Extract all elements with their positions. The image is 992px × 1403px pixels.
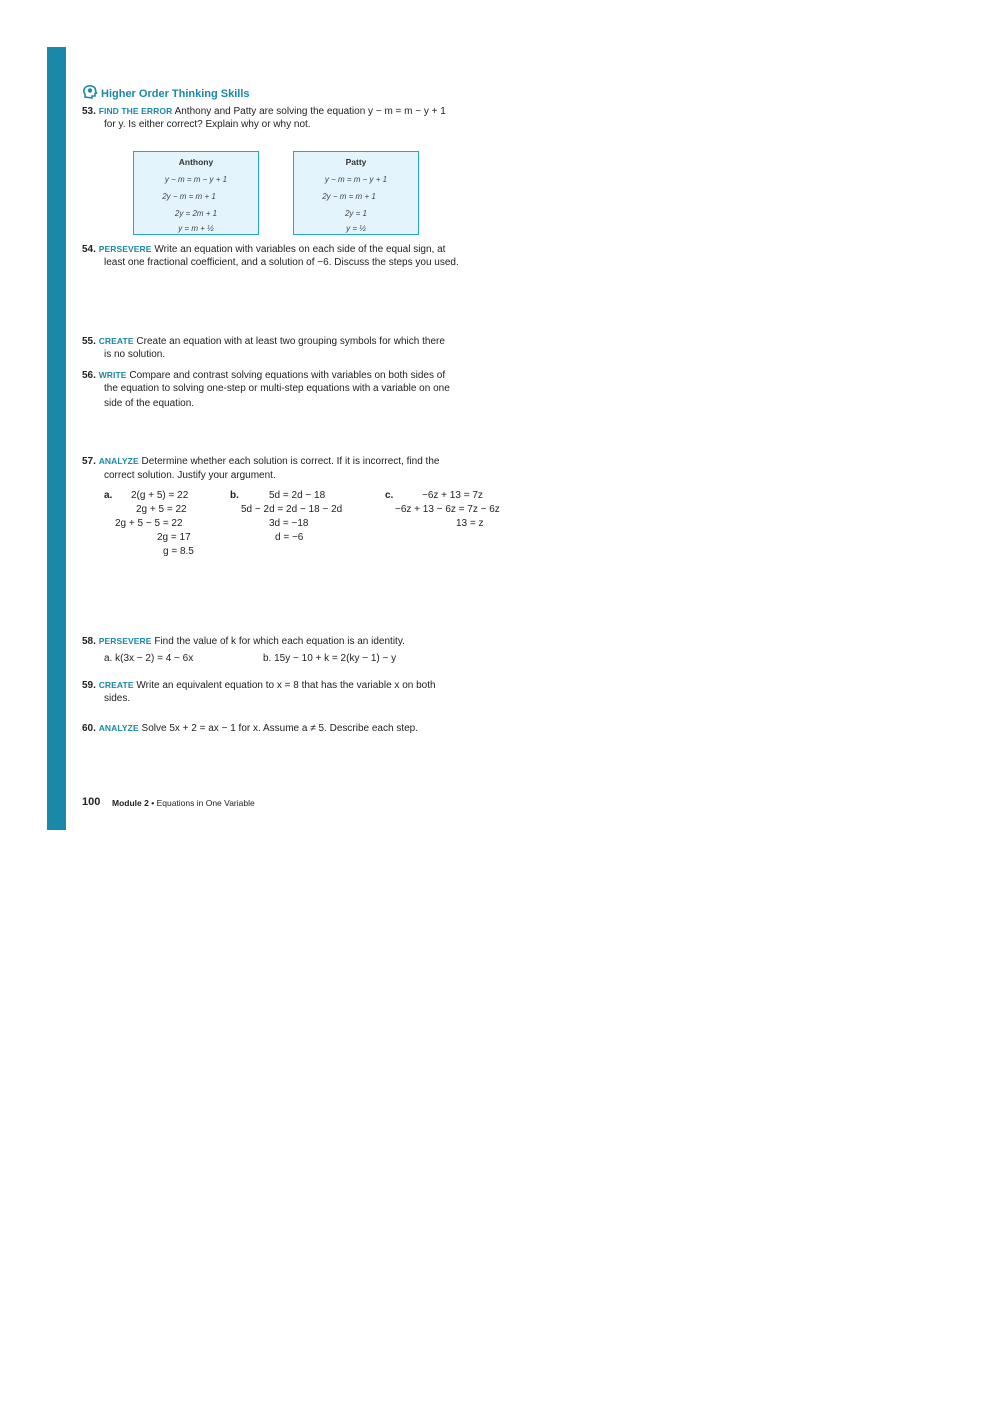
section-heading [82, 84, 250, 103]
problem-56-line2: the equation to solving one-step or multi-step equations with a variable on one [104, 383, 450, 394]
solution-b-step: d = −6 [275, 532, 304, 543]
problem-57-line2: correct solution. Justify your argument. [104, 470, 276, 481]
page-side-bar [47, 47, 66, 830]
problem-keyword: WRITE [98, 370, 127, 380]
solution-b-step: 3d = −18 [269, 518, 309, 529]
section-title: Higher Order Thinking Skills [101, 87, 250, 100]
problem-number: 56. [82, 370, 96, 381]
problem-number: 60. [82, 723, 96, 734]
problem-text: Write an equation with variables on each side of the equal sign, at [154, 244, 446, 255]
anthony-work-box [133, 151, 259, 235]
problem-58-part-a: a. k(3x − 2) = 4 − 6x [104, 653, 194, 664]
problem-text: Write an equivalent equation to x = 8 that has the variable x on both [136, 680, 436, 691]
part-label-c: c. [385, 490, 394, 501]
problem-54 [82, 242, 445, 257]
problem-keyword: CREATE [98, 680, 134, 690]
problem-57 [82, 454, 439, 469]
problem-number: 57. [82, 456, 96, 467]
problem-53 [82, 104, 446, 119]
module-title: Equations in One Variable [156, 798, 255, 808]
problem-text: Determine whether each solution is correct. If it is incorrect, find the [141, 456, 440, 467]
solution-c-step: −6z + 13 = 7z [422, 490, 483, 501]
problem-56-line3: side of the equation. [104, 398, 195, 409]
problem-59 [82, 678, 436, 693]
patty-step: 2y − m = m + 1 [322, 192, 376, 201]
patty-step: y = ½ [346, 224, 366, 233]
solution-c-step: −6z + 13 − 6z = 7z − 6z [395, 504, 500, 515]
patty-step: 2y = 1 [344, 209, 367, 218]
problem-text: Find the value of k for which each equation is an identity. [154, 636, 405, 647]
anthony-step: 2y − m = m + 1 [162, 192, 216, 201]
problem-number: 59. [82, 680, 96, 691]
anthony-step: y − m = m − y + 1 [164, 175, 228, 184]
module-label: Module 2 [112, 798, 149, 808]
solution-b-step: 5d = 2d − 18 [269, 490, 326, 501]
problem-keyword: PERSEVERE [98, 636, 152, 646]
problem-text: Anthony and Patty are solving the equation y − m = m − y + 1 [174, 106, 446, 117]
problem-text: Create an equation with at least two grouping symbols for which there [136, 336, 445, 347]
part-label-b: b. [230, 490, 239, 501]
problem-58 [82, 634, 405, 649]
problem-text: Compare and contrast solving equations with variables on both sides of [129, 370, 446, 381]
solution-b-step: 5d − 2d = 2d − 18 − 2d [241, 504, 343, 515]
page-number: 100 [82, 796, 101, 808]
problem-56 [82, 368, 445, 383]
footer-separator: • [151, 798, 155, 808]
solution-a-step: 2g + 5 − 5 = 22 [115, 518, 183, 529]
anthony-step: 2y = 2m + 1 [174, 209, 218, 218]
problem-keyword: ANALYZE [98, 456, 139, 466]
part-label-a: a. [104, 490, 113, 501]
problem-keyword: FIND THE ERROR [98, 106, 173, 116]
problem-53-line2: for y. Is either correct? Explain why or why not. [104, 119, 311, 130]
problem-55-line2: is no solution. [104, 349, 166, 360]
patty-name: Patty [345, 157, 367, 167]
solution-a-step: g = 8.5 [163, 546, 194, 557]
problem-60 [82, 721, 418, 736]
problem-54-line2: least one fractional coefficient, and a solution of −6. Discuss the steps you used. [104, 257, 459, 268]
module-footer [112, 798, 255, 808]
anthony-step: y = m + ½ [178, 224, 214, 233]
solution-a-step: 2(g + 5) = 22 [131, 490, 189, 501]
problem-text: Solve 5x + 2 = ax − 1 for x. Assume a ≠ 5. Describe each step. [141, 723, 418, 734]
problem-number: 54. [82, 244, 96, 255]
solution-a-step: 2g + 5 = 22 [136, 504, 187, 515]
solution-c-step: 13 = z [456, 518, 484, 529]
problem-59-line2: sides. [104, 693, 131, 704]
problem-number: 55. [82, 336, 96, 347]
patty-step: y − m = m − y + 1 [324, 175, 388, 184]
problem-number: 58. [82, 636, 96, 647]
problem-keyword: PERSEVERE [98, 244, 152, 254]
thinking-head-icon [82, 84, 98, 103]
problem-number: 53. [82, 106, 96, 117]
solution-a-step: 2g = 17 [157, 532, 191, 543]
problem-keyword: ANALYZE [98, 723, 139, 733]
problem-55 [82, 334, 445, 349]
problem-keyword: CREATE [98, 336, 134, 346]
patty-work-box [293, 151, 419, 235]
anthony-name: Anthony [178, 157, 214, 167]
problem-58-part-b: b. 15y − 10 + k = 2(ky − 1) − y [263, 653, 397, 664]
